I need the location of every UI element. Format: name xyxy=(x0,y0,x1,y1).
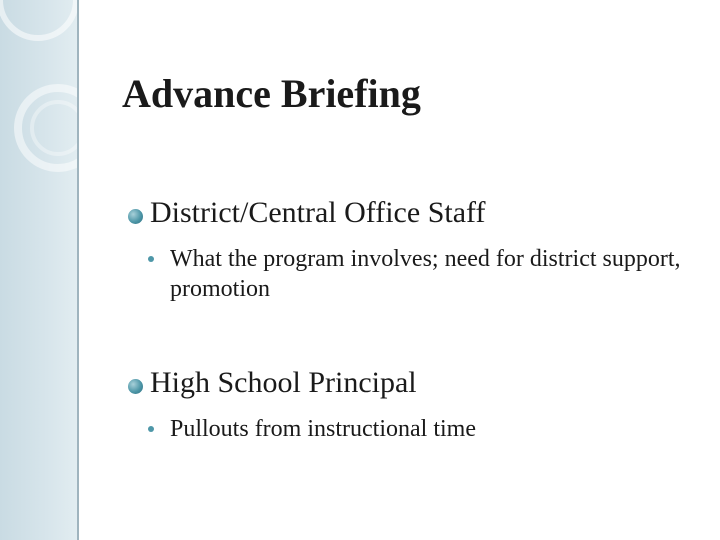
sub-bullet-item xyxy=(148,414,688,444)
sub-bullet-icon xyxy=(148,426,154,432)
bullet-item xyxy=(128,366,417,400)
sub-bullet-icon xyxy=(148,256,154,262)
bullet-text: High School Principal xyxy=(150,366,417,399)
bullet-icon xyxy=(128,209,143,224)
sidebar-decoration xyxy=(0,0,78,540)
bullet-item xyxy=(128,196,485,230)
sidebar-divider xyxy=(77,0,79,540)
slide-title: Advance Briefing xyxy=(122,71,421,116)
sub-bullet-text: Pullouts from instructional time xyxy=(170,416,476,442)
decorative-circles xyxy=(0,0,78,200)
sub-bullet-text: What the program involves; need for district support, promotion xyxy=(170,246,681,302)
bullet-text: District/Central Office Staff xyxy=(150,196,486,229)
bullet-icon xyxy=(128,379,143,394)
sub-bullet-item xyxy=(148,244,688,304)
